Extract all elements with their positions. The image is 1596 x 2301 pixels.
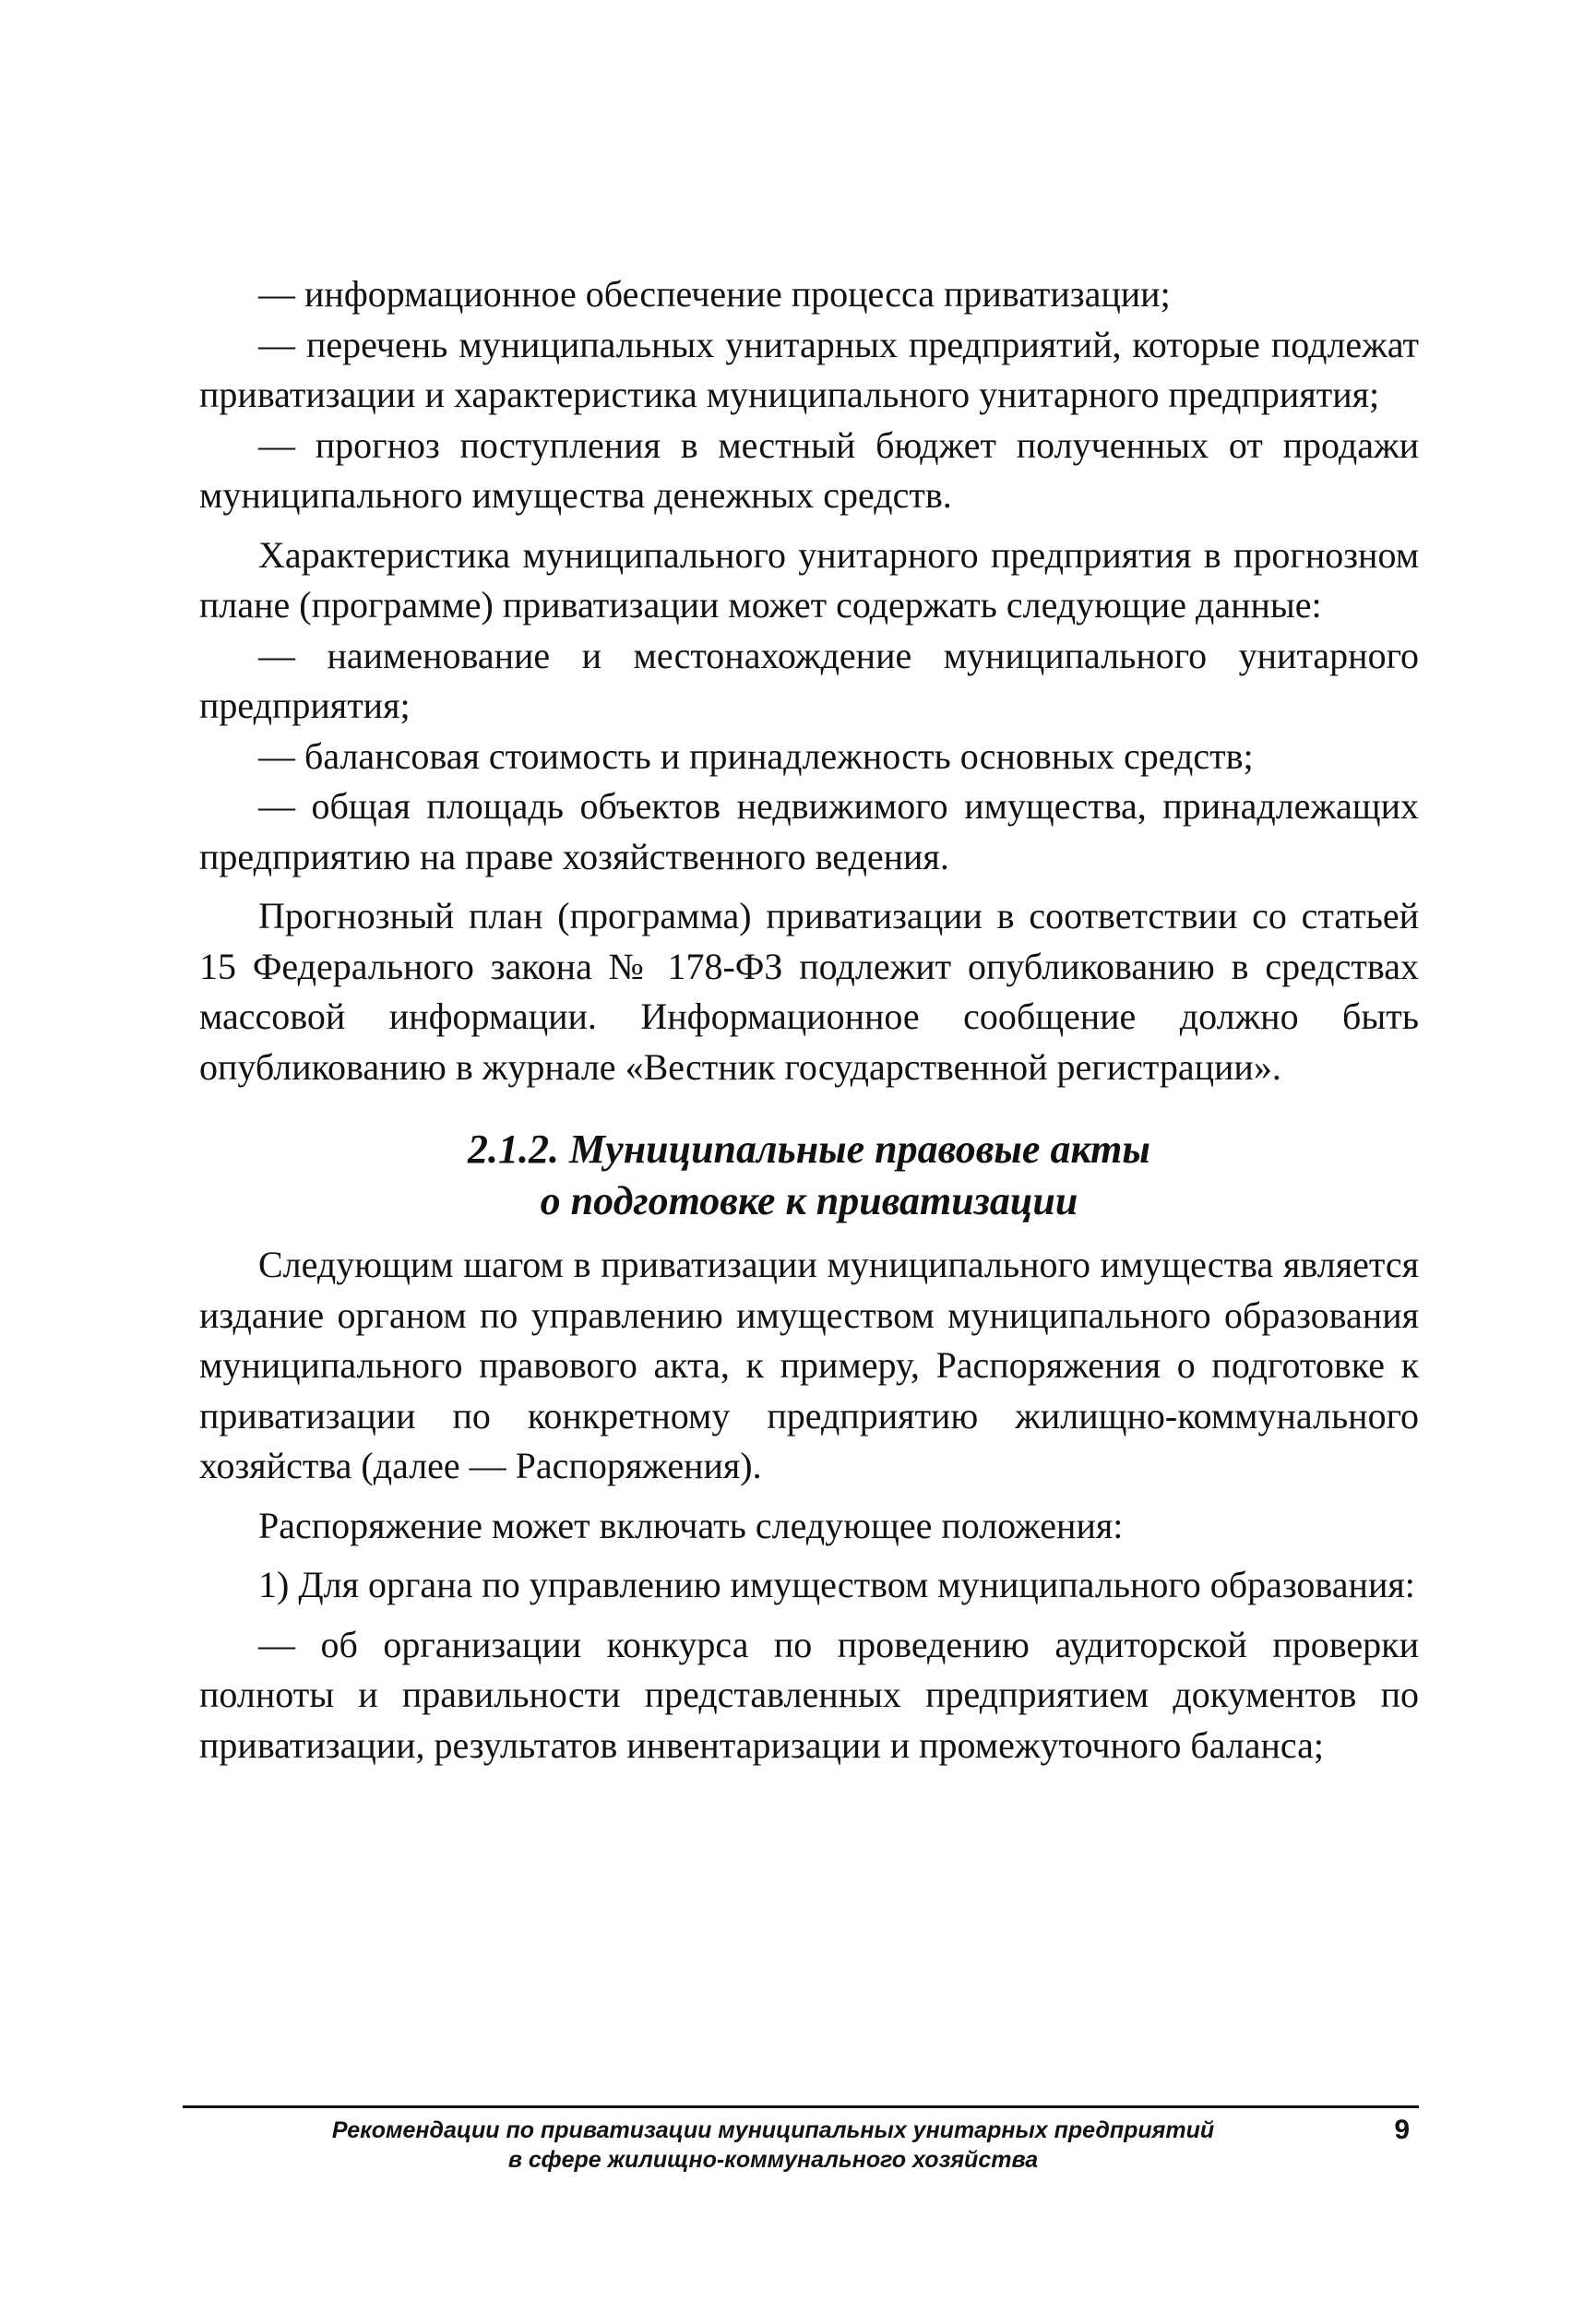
section-heading-line1: 2.1.2. Муниципальные правовые акты <box>468 1127 1150 1172</box>
paragraph: 1) Для органа по управлению имуществом муниципального образования: <box>258 1564 1415 1605</box>
paragraph: Характеристика муниципального унитарного предприятия в прогнозном плане (программе) приватизации может содержать следующие данные: <box>199 533 1419 626</box>
page-body <box>199 269 1419 1770</box>
footer-title <box>183 2116 1419 2175</box>
footer-title-line2: в сфере жилищно-коммунального хозяйства <box>507 2147 1039 2173</box>
paragraph: Прогнозный план (программа) приватизации в соответствии со статьей 15 Федерального закона № 178-ФЗ подлежит опубликованию в средствах массовой информации. Информационное сообщение должно быть опубликованию в журнале «Вестник государственной регистрации». <box>199 895 1419 1088</box>
list-item: — наименование и местонахождение муниципального унитарного предприятия; <box>199 634 1419 726</box>
footer-divider <box>183 2105 1419 2108</box>
list-item: — об организации конкурса по проведению аудиторской проверки полноты и правильности представленных предприятием документов по приватизации, результатов инвентаризации и промежуточного баланса; <box>199 1623 1419 1766</box>
footer-title-line1: Рекомендации по приватизации муниципальных унитарных предприятий <box>331 2117 1215 2143</box>
section-heading-line2: о подготовке к приватизации <box>540 1178 1078 1223</box>
list-item: — перечень муниципальных унитарных предприятий, которые подлежат приватизации и характеристика муниципального унитарного предприятия; <box>199 323 1419 415</box>
paragraph: Следующим шагом в приватизации муниципального имущества является издание органом по управлению имуществом муниципального образования муниципального правового акта, к примеру, Распоряжения о подготовке к приватизации по конкретному предприятию жилищно-коммунального хозяйства (далее — Распоряжения). <box>199 1244 1419 1486</box>
paragraph: Распоряжение может включать следующее положения: <box>258 1504 1124 1546</box>
list-item: — информационное обеспечение процесса приватизации; <box>258 273 1171 315</box>
section-heading <box>199 1124 1419 1227</box>
page-footer <box>183 2105 1419 2175</box>
list-item: — прогноз поступления в местный бюджет полученных от продажи муниципального имущества денежных средств. <box>199 423 1419 516</box>
list-item: — общая площадь объектов недвижимого имущества, принадлежащих предприятию на праве хозяйственного ведения. <box>199 785 1419 877</box>
list-item: — балансовая стоимость и принадлежность основных средств; <box>258 734 1254 777</box>
page-number: 9 <box>1394 2115 1410 2145</box>
